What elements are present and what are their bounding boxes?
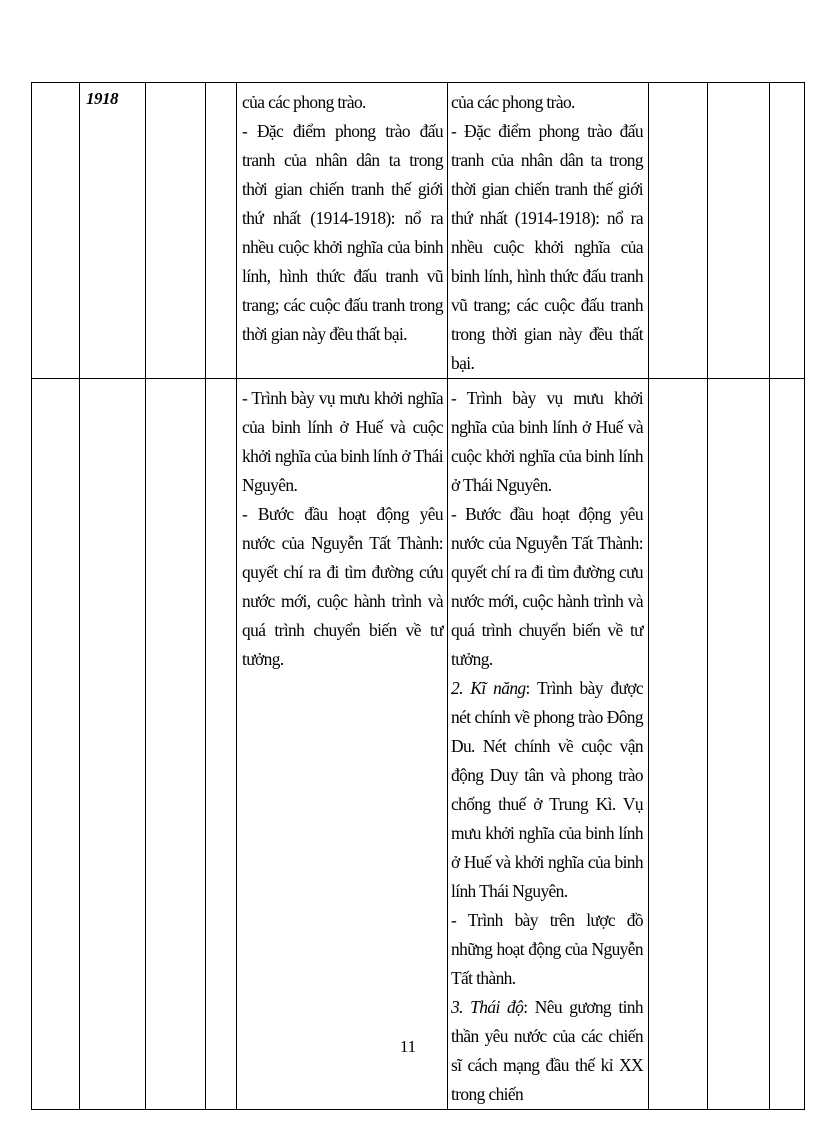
table-cell	[80, 83, 146, 379]
objective-text: của các phong trào. - Đặc điểm phong trào đấu tranh của nhân dân ta trong thời gian chiến tranh thế giới thứ nhất (1914-1918): nổ ra nhều cuộc khởi nghĩa của binh lính, hình thức đấu tranh vũ trang; các cuộc đấu tranh trong thời gian này đều thất bại.	[451, 92, 643, 373]
table-cell	[206, 83, 237, 379]
table-cell	[649, 83, 708, 379]
objective-paragraph: - Trình bày vụ mưu khởi nghĩa của binh lính ở Huế và cuộc khởi nghĩa của binh lính ở Thái Nguyên. - Bước đầu hoạt động yêu nước của Nguyễn Tất Thành: quyết chí ra đi tìm đường cưu nước mới, cuộc hành trình và quá trình chuyển biến về tư tưởng.	[451, 388, 643, 669]
table-cell	[708, 379, 770, 1110]
content-text: của các phong trào. - Đặc điểm phong trào đấu tranh của nhân dân ta trong thời gian chiến tranh thế giới thứ nhất (1914-1918): nổ ra nhều cuộc khởi nghĩa của binh lính, hình thức đấu tranh vũ trang; các cuộc đấu tranh trong thời gian này đều thất bại.	[242, 92, 443, 344]
table-cell	[237, 379, 448, 1110]
table-cell	[80, 379, 146, 1110]
table-cell	[448, 83, 649, 379]
skills-text: : Trình bày được nét chính về phong trào Đông Du. Nét chính về cuộc vận động Duy tân và phong trào chống thuế ở Trung Kì. Vụ mưu khởi nghĩa của binh lính ở Huế và khởi nghĩa của binh lính Thái Nguyên. - Trình bày trên lược đồ những hoạt động của Nguyễn Tất thành.	[451, 678, 643, 988]
table-cell	[32, 379, 80, 1110]
table-cell	[708, 83, 770, 379]
table-cell	[146, 83, 206, 379]
curriculum-table	[31, 82, 805, 1110]
table-cell	[206, 379, 237, 1110]
skills-paragraph	[451, 674, 643, 993]
table-row	[32, 83, 805, 379]
year-label: 1918	[86, 89, 118, 108]
skills-label: 2. Kĩ năng	[451, 678, 526, 698]
table-row	[32, 379, 805, 1110]
content-text: - Trình bày vụ mưu khởi nghĩa của binh lính ở Huế và cuộc khởi nghĩa của binh lính ở Thái Nguyên. - Bước đầu hoạt động yêu nước của Nguyễn Tất Thành: quyết chí ra đi tìm đường cứu nước mới, cuộc hành trình và quá trình chuyển biến về tư tưởng.	[242, 388, 443, 669]
page-number: 11	[399, 1037, 417, 1056]
table-cell	[649, 379, 708, 1110]
table-cell	[770, 83, 805, 379]
table-cell	[448, 379, 649, 1110]
attitude-label: 3. Thái độ	[451, 997, 524, 1017]
table-cell	[770, 379, 805, 1110]
table-cell	[237, 83, 448, 379]
table-cell	[32, 83, 80, 379]
attitude-text: : Nêu gương tinh thần yêu nước của các chiến sĩ cách mạng đầu thế kỉ XX trong chiến	[451, 997, 644, 1104]
table-cell	[146, 379, 206, 1110]
objective-text	[448, 379, 648, 1109]
